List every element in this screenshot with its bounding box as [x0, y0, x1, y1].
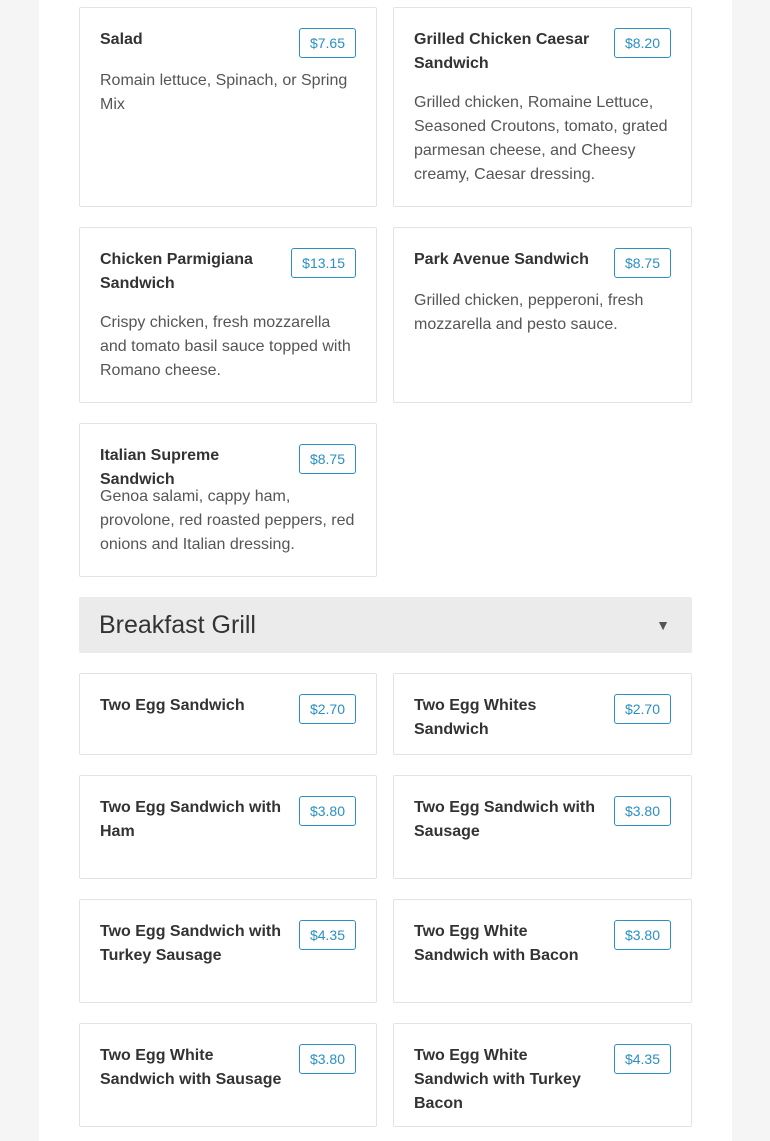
menu-item-card[interactable]: [393, 775, 692, 879]
price-button[interactable]: $7.65: [299, 28, 356, 58]
menu-item-card[interactable]: [393, 1023, 692, 1127]
item-name: Two Egg White Sandwich with Bacon: [414, 923, 579, 964]
item-description: Crispy chicken, fresh mozzarella and tomato basil sauce topped with Romano cheese.: [100, 314, 351, 379]
menu-item-card[interactable]: [79, 899, 377, 1003]
item-name: Two Egg Sandwich with Turkey Sausage: [100, 923, 282, 964]
item-name: Grilled Chicken Caesar Sandwich: [414, 31, 590, 72]
item-name: Two Egg Sandwich: [100, 697, 245, 714]
price-button[interactable]: $8.20: [614, 28, 671, 58]
item-name: Italian Supreme Sandwich: [100, 447, 220, 488]
price-button[interactable]: $8.75: [299, 444, 356, 474]
item-name: Two Egg Sandwich with Ham: [100, 799, 282, 840]
item-name: Salad: [100, 31, 143, 48]
menu-item-card[interactable]: [79, 775, 377, 879]
item-description: Grilled chicken, Romaine Lettuce, Seasoned Croutons, tomato, grated parmesan cheese, and Cheesy creamy, Caesar dressing.: [414, 94, 668, 183]
item-name: Park Avenue Sandwich: [414, 251, 589, 268]
price-button[interactable]: $2.70: [614, 694, 671, 724]
menu-item-card[interactable]: [393, 673, 692, 755]
menu-item-card[interactable]: [393, 7, 692, 207]
price-button[interactable]: $4.35: [299, 920, 356, 950]
price-button[interactable]: $8.75: [614, 248, 671, 278]
price-button[interactable]: $2.70: [299, 694, 356, 724]
price-button[interactable]: $4.35: [614, 1044, 671, 1074]
price-button[interactable]: $13.15: [291, 248, 356, 278]
price-button[interactable]: $3.80: [299, 796, 356, 826]
item-description: Romain lettuce, Spinach, or Spring Mix: [100, 72, 348, 113]
item-name: Chicken Parmigiana Sandwich: [100, 251, 253, 292]
price-button[interactable]: $3.80: [299, 1044, 356, 1074]
menu-item-card[interactable]: [79, 227, 377, 403]
item-name: Two Egg Sandwich with Sausage: [414, 799, 596, 840]
menu-item-card[interactable]: [79, 423, 377, 577]
menu-item-card[interactable]: [393, 899, 692, 1003]
item-name: Two Egg White Sandwich with Turkey Bacon: [414, 1047, 581, 1112]
item-name: Two Egg Whites Sandwich: [414, 697, 537, 738]
section-title: Breakfast Grill: [99, 611, 256, 639]
menu-item-card[interactable]: [393, 227, 692, 403]
menu-item-card[interactable]: [79, 7, 377, 207]
chevron-down-icon[interactable]: ▼: [656, 617, 670, 633]
item-description: Genoa salami, cappy ham, provolone, red roasted peppers, red onions and Italian dressing.: [100, 488, 355, 553]
item-name: Two Egg White Sandwich with Sausage: [100, 1047, 282, 1088]
section-header-breakfast[interactable]: [79, 597, 692, 653]
menu-page: [39, 0, 732, 1141]
price-button[interactable]: $3.80: [614, 920, 671, 950]
menu-item-card[interactable]: [79, 673, 377, 755]
item-description: Grilled chicken, pepperoni, fresh mozzarella and pesto sauce.: [414, 292, 644, 333]
price-button[interactable]: $3.80: [614, 796, 671, 826]
menu-item-card[interactable]: [79, 1023, 377, 1127]
